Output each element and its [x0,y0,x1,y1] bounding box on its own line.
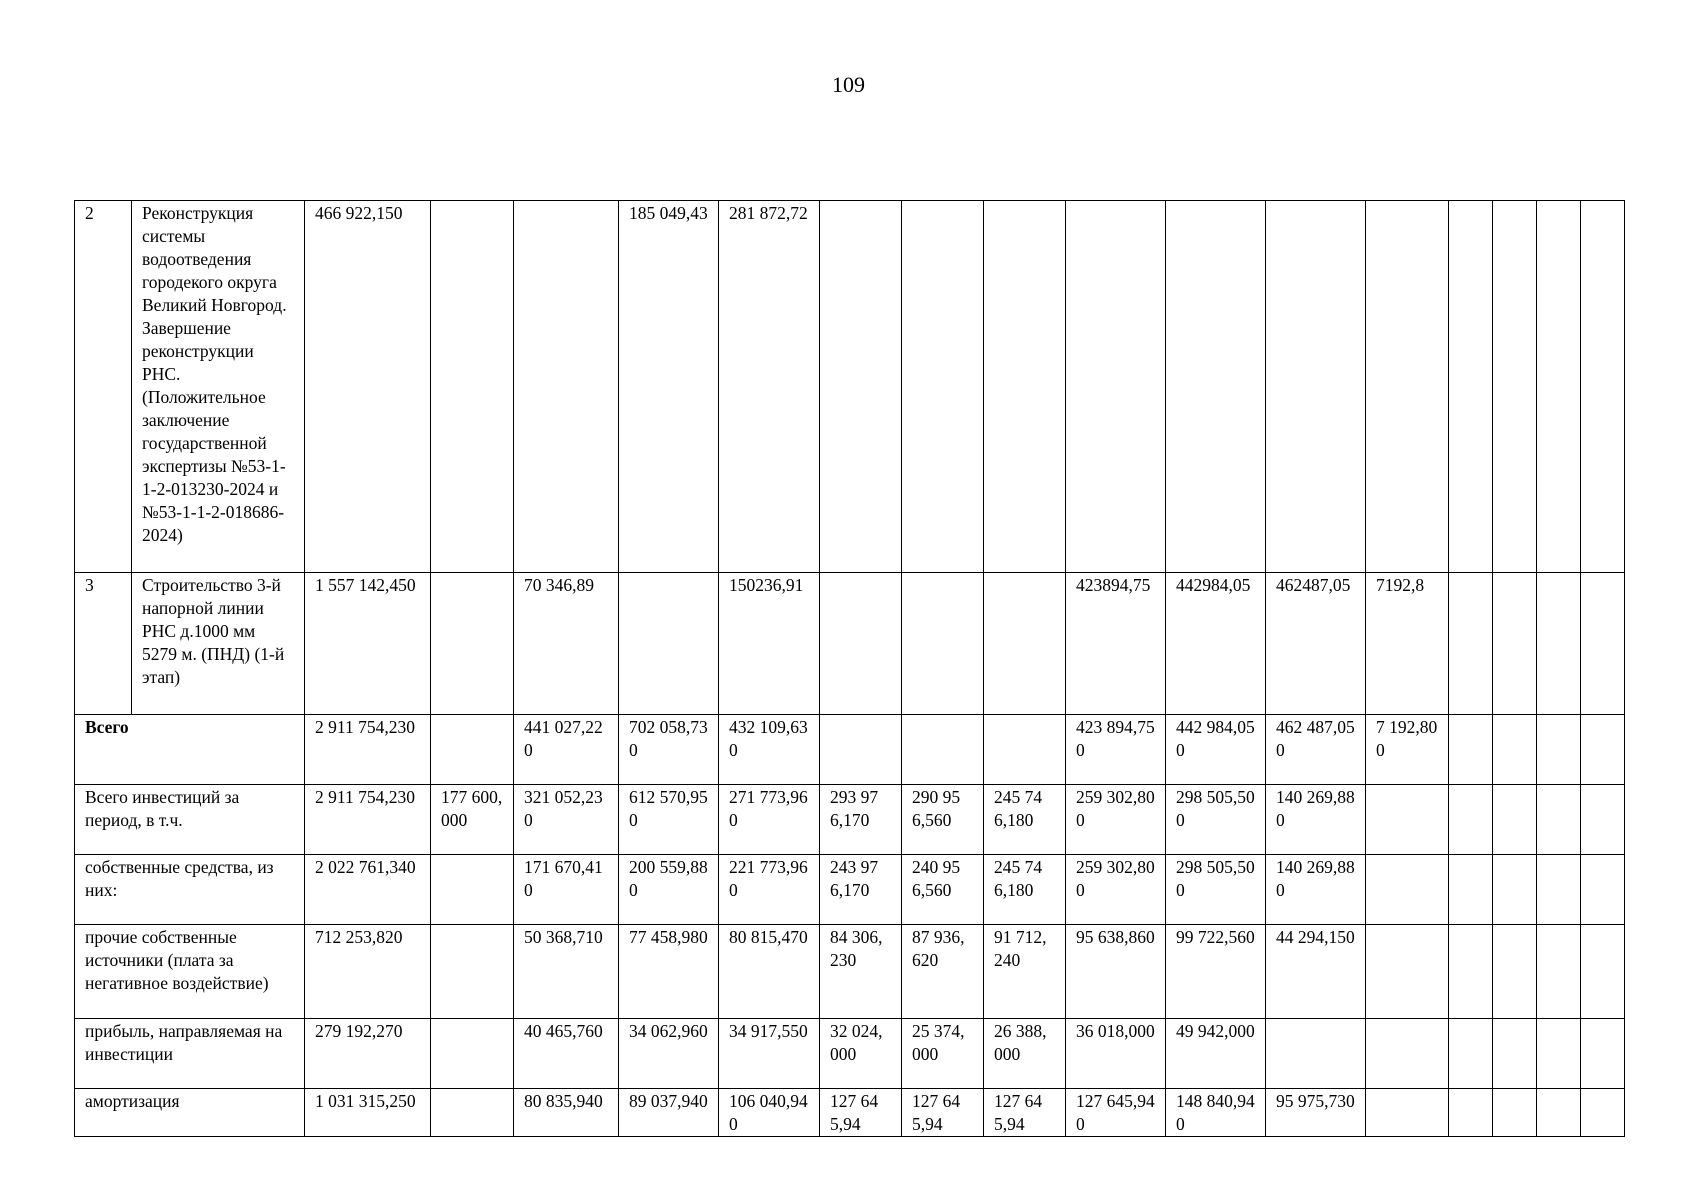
table-body [75,201,1625,1137]
value-cell: 245 746,180 [984,855,1066,925]
value-cell: 200 559,880 [619,855,719,925]
value-cell: 150236,91 [719,573,820,715]
value-cell [431,201,514,573]
value-cell [1366,785,1449,855]
value-cell [619,573,719,715]
value-cell [1449,925,1493,1019]
value-cell: 50 368,710 [514,925,619,1019]
value-cell [1366,1019,1449,1089]
value-cell [984,573,1066,715]
value-cell: 2 911 754,230 [305,715,431,785]
value-cell [820,201,902,573]
value-cell: 40 465,760 [514,1019,619,1089]
value-cell: 1 031 315,250 [305,1089,431,1137]
value-cell [1493,715,1537,785]
value-cell [820,573,902,715]
value-cell: 80 835,940 [514,1089,619,1137]
value-cell [902,201,984,573]
value-cell: 127 645,94 [902,1089,984,1137]
value-cell: 293 976,170 [820,785,902,855]
value-cell: 259 302,800 [1066,785,1166,855]
value-cell [1449,573,1493,715]
value-cell [431,925,514,1019]
value-cell: 95 638,860 [1066,925,1166,1019]
value-cell [1493,1019,1537,1089]
value-cell: 148 840,940 [1166,1089,1266,1137]
summary-row [75,855,1625,925]
summary-row [75,1089,1625,1137]
value-cell [1493,925,1537,1019]
value-cell: 321 052,230 [514,785,619,855]
summary-label: амортизация [75,1089,305,1137]
value-cell: 442 984,050 [1166,715,1266,785]
value-cell [431,1089,514,1137]
value-cell [1493,573,1537,715]
value-cell: 140 269,880 [1266,855,1366,925]
value-cell [1449,1089,1493,1137]
value-cell: 36 018,000 [1066,1019,1166,1089]
value-cell: 91 712,240 [984,925,1066,1019]
value-cell: 127 645,94 [820,1089,902,1137]
value-cell [431,855,514,925]
summary-label: прочие собственные источники (плата за негативное воздействие) [75,925,305,1019]
value-cell: 462487,05 [1266,573,1366,715]
value-cell: 441 027,220 [514,715,619,785]
value-cell [1537,785,1581,855]
value-cell: 26 388,000 [984,1019,1066,1089]
value-cell: 99 722,560 [1166,925,1266,1019]
value-cell: 84 306,230 [820,925,902,1019]
project-name: Строительство 3-й напорной линии РНС д.1000 мм 5279 м. (ПНД) (1-й этап) [132,573,305,715]
summary-row [75,925,1625,1019]
value-cell: 7 192,800 [1366,715,1449,785]
value-cell [1449,1019,1493,1089]
value-cell: 44 294,150 [1266,925,1366,1019]
value-cell: 1 557 142,450 [305,573,431,715]
value-cell [1266,1019,1366,1089]
value-cell [514,201,619,573]
value-cell: 281 872,72 [719,201,820,573]
value-cell: 279 192,270 [305,1019,431,1089]
value-cell: 712 253,820 [305,925,431,1019]
value-cell [1581,785,1625,855]
value-cell [1493,785,1537,855]
value-cell [1166,201,1266,573]
value-cell: 25 374,000 [902,1019,984,1089]
value-cell [1581,1089,1625,1137]
investment-table [74,200,1625,1137]
value-cell: 423894,75 [1066,573,1166,715]
value-cell: 171 670,410 [514,855,619,925]
value-cell: 432 109,630 [719,715,820,785]
value-cell [1366,1089,1449,1137]
value-cell [1581,855,1625,925]
value-cell [1366,855,1449,925]
value-cell [1449,785,1493,855]
value-cell: 87 936,620 [902,925,984,1019]
value-cell: 127 645,940 [1066,1089,1166,1137]
value-cell: 80 815,470 [719,925,820,1019]
page-number: 109 [832,72,865,97]
value-cell [1537,201,1581,573]
value-cell [1581,715,1625,785]
value-cell: 240 956,560 [902,855,984,925]
value-cell [1537,925,1581,1019]
value-cell [1537,855,1581,925]
value-cell: 34 062,960 [619,1019,719,1089]
value-cell: 70 346,89 [514,573,619,715]
value-cell [1266,201,1366,573]
value-cell [1537,1089,1581,1137]
value-cell [431,715,514,785]
total-row [75,715,1625,785]
value-cell: 442984,05 [1166,573,1266,715]
project-name: Реконструкция системы водоотведения городекого округа Великий Новгород. Завершение реконструкции РНС. (Положительное заключение государственной экспертизы №53-1-1-2-013230-2024 и №53-1-1-2-018686-2024) [132,201,305,573]
value-cell [902,715,984,785]
value-cell: 127 645,94 [984,1089,1066,1137]
value-cell: 298 505,500 [1166,855,1266,925]
value-cell: 702 058,730 [619,715,719,785]
value-cell: 243 976,170 [820,855,902,925]
value-cell: 423 894,750 [1066,715,1166,785]
value-cell [1493,855,1537,925]
value-cell: 177 600,000 [431,785,514,855]
total-label: Всего [75,715,305,785]
row-number: 3 [75,573,132,715]
value-cell: 77 458,980 [619,925,719,1019]
value-cell: 106 040,940 [719,1089,820,1137]
value-cell: 612 570,950 [619,785,719,855]
value-cell: 185 049,43 [619,201,719,573]
value-cell [1581,925,1625,1019]
project-row [75,201,1625,573]
value-cell [1449,855,1493,925]
value-cell: 290 956,560 [902,785,984,855]
value-cell [431,573,514,715]
value-cell: 298 505,500 [1166,785,1266,855]
summary-label: собственные средства, из них: [75,855,305,925]
value-cell: 7192,8 [1366,573,1449,715]
value-cell: 259 302,800 [1066,855,1166,925]
project-row [75,573,1625,715]
value-cell [902,573,984,715]
value-cell: 34 917,550 [719,1019,820,1089]
value-cell: 271 773,960 [719,785,820,855]
value-cell: 462 487,050 [1266,715,1366,785]
value-cell [1493,201,1537,573]
value-cell: 89 037,940 [619,1089,719,1137]
value-cell [984,715,1066,785]
value-cell [1066,201,1166,573]
value-cell [1366,201,1449,573]
value-cell: 466 922,150 [305,201,431,573]
value-cell [1581,1019,1625,1089]
value-cell: 140 269,880 [1266,785,1366,855]
value-cell [984,201,1066,573]
row-number: 2 [75,201,132,573]
value-cell: 32 024,000 [820,1019,902,1089]
value-cell [820,715,902,785]
value-cell [431,1019,514,1089]
summary-label: Всего инвестиций за период, в т.ч. [75,785,305,855]
value-cell [1581,201,1625,573]
value-cell [1537,573,1581,715]
value-cell [1366,925,1449,1019]
value-cell: 2 022 761,340 [305,855,431,925]
value-cell: 2 911 754,230 [305,785,431,855]
summary-row [75,1019,1625,1089]
summary-row [75,785,1625,855]
value-cell [1449,201,1493,573]
value-cell: 221 773,960 [719,855,820,925]
value-cell [1493,1089,1537,1137]
value-cell [1581,573,1625,715]
value-cell: 49 942,000 [1166,1019,1266,1089]
value-cell [1537,715,1581,785]
value-cell: 95 975,730 [1266,1089,1366,1137]
value-cell [1449,715,1493,785]
value-cell: 245 746,180 [984,785,1066,855]
summary-label: прибыль, направляемая на инвестиции [75,1019,305,1089]
value-cell [1537,1019,1581,1089]
